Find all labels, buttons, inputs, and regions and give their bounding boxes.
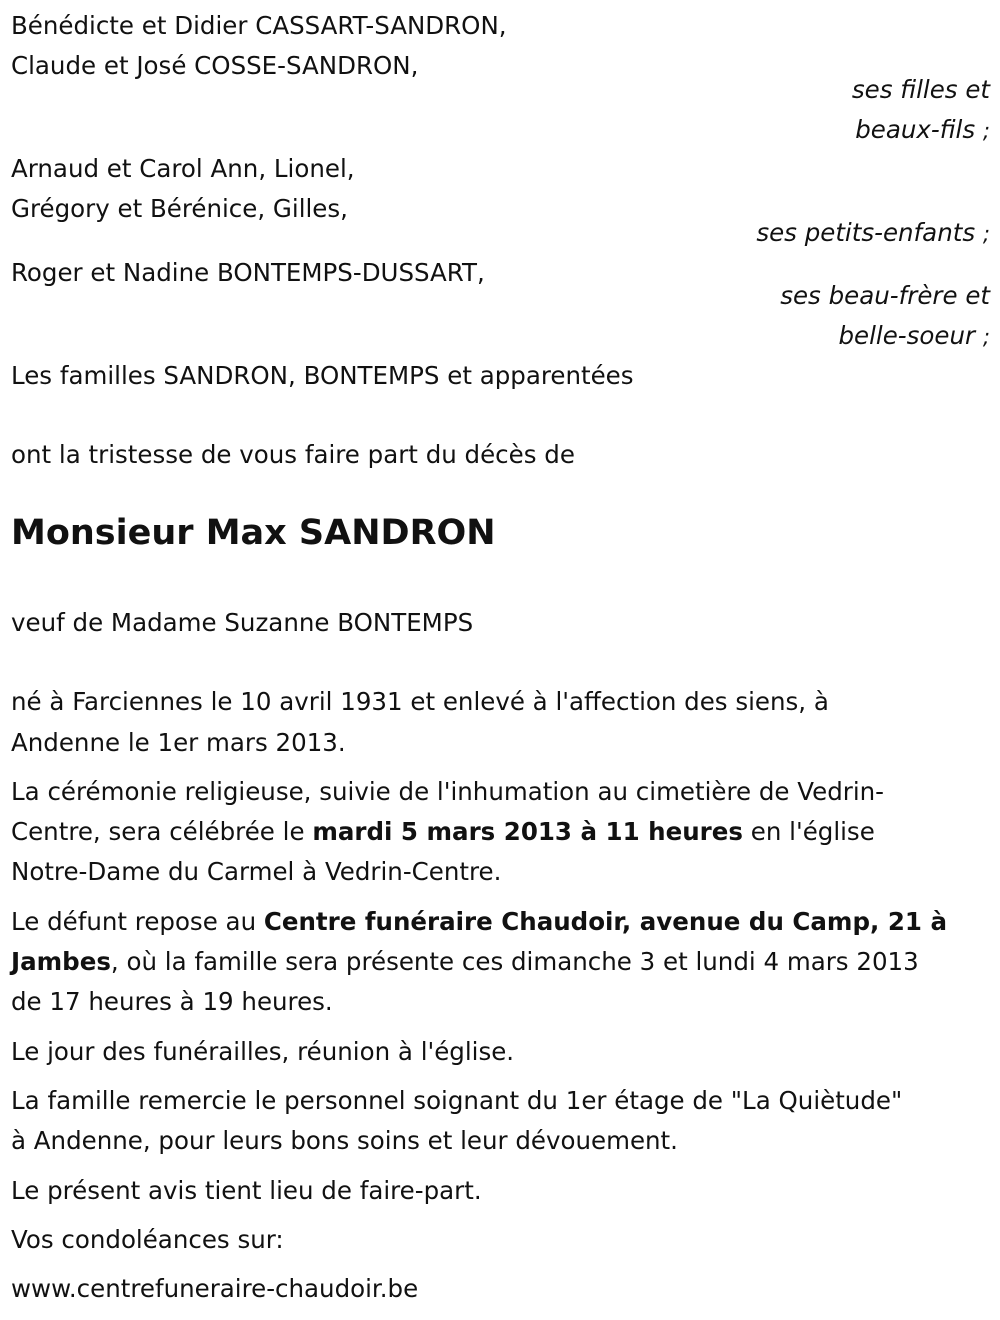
ceremony-date: mardi 5 mars 2013 à 11 heures (312, 817, 743, 846)
grandchildren-separator: ; (982, 221, 990, 246)
in-laws-separator: ; (982, 324, 990, 349)
ceremony-line-3: Notre-Dame du Carmel à Vedrin-Centre. (11, 857, 502, 886)
repose-line-1-pre: Le défunt repose au (11, 907, 264, 936)
repose-line-2-post: , où la famille sera présente ces dimanche 3 et lundi 4 mars 2013 (110, 947, 919, 976)
widower-line: veuf de Madame Suzanne BONTEMPS (11, 608, 474, 637)
ceremony-line-2 (11, 817, 875, 846)
repose-line-2 (11, 947, 919, 976)
daughters-relation-2 (855, 115, 990, 144)
birth-death-line-2: Andenne le 1er mars 2013. (11, 728, 346, 757)
repose-line-1 (11, 907, 947, 936)
daughters-name-1: Bénédicte et Didier CASSART-SANDRON, (11, 11, 507, 40)
repose-location-city: Jambes (11, 947, 111, 976)
daughters-relation-2-text: beaux-fils (855, 115, 976, 144)
grandchildren-relation-text: ses petits-enfants (756, 218, 976, 247)
daughters-name-2: Claude et José COSSE-SANDRON, (11, 51, 419, 80)
grandchildren-name-2: Grégory et Bérénice, Gilles, (11, 194, 348, 223)
condolences-url[interactable]: www.centrefuneraire-chaudoir.be (11, 1274, 419, 1303)
grandchildren-relation (756, 218, 990, 247)
repose-location: Centre funéraire Chaudoir, avenue du Camp, 21 à (263, 907, 947, 936)
daughters-separator: ; (982, 118, 990, 143)
ceremony-line-1: La cérémonie religieuse, suivie de l'inhumation au cimetière de Vedrin- (11, 777, 885, 806)
ceremony-line-2-post: en l'église (742, 817, 875, 846)
grandchildren-name-1: Arnaud et Carol Ann, Lionel, (11, 154, 355, 183)
daughters-relation-1: ses filles et (851, 75, 990, 104)
in-laws-relation-2-text: belle-soeur (838, 321, 976, 350)
thanks-line-2: à Andenne, pour leurs bons soins et leur dévouement. (11, 1126, 678, 1155)
in-laws-name: Roger et Nadine BONTEMPS-DUSSART, (11, 258, 485, 287)
thanks-line-1: La famille remercie le personnel soignant du 1er étage de "La Quiètude" (11, 1086, 903, 1115)
in-laws-relation-2 (838, 321, 991, 350)
repose-line-3: de 17 heures à 19 heures. (11, 987, 333, 1016)
condolences-label: Vos condoléances sur: (11, 1225, 284, 1254)
ceremony-line-2-pre: Centre, sera célébrée le (11, 817, 313, 846)
notice-line: Le présent avis tient lieu de faire-part. (11, 1176, 482, 1205)
announcement-line: ont la tristesse de vous faire part du décès de (11, 440, 575, 469)
deceased-name: Monsieur Max SANDRON (11, 513, 496, 553)
in-laws-relation-1: ses beau-frère et (780, 281, 990, 310)
birth-death-line-1: né à Farciennes le 10 avril 1931 et enlevé à l'affection des siens, à (11, 687, 829, 716)
families-line: Les familles SANDRON, BONTEMPS et apparentées (11, 361, 634, 390)
meeting-line: Le jour des funérailles, réunion à l'église. (11, 1037, 515, 1066)
